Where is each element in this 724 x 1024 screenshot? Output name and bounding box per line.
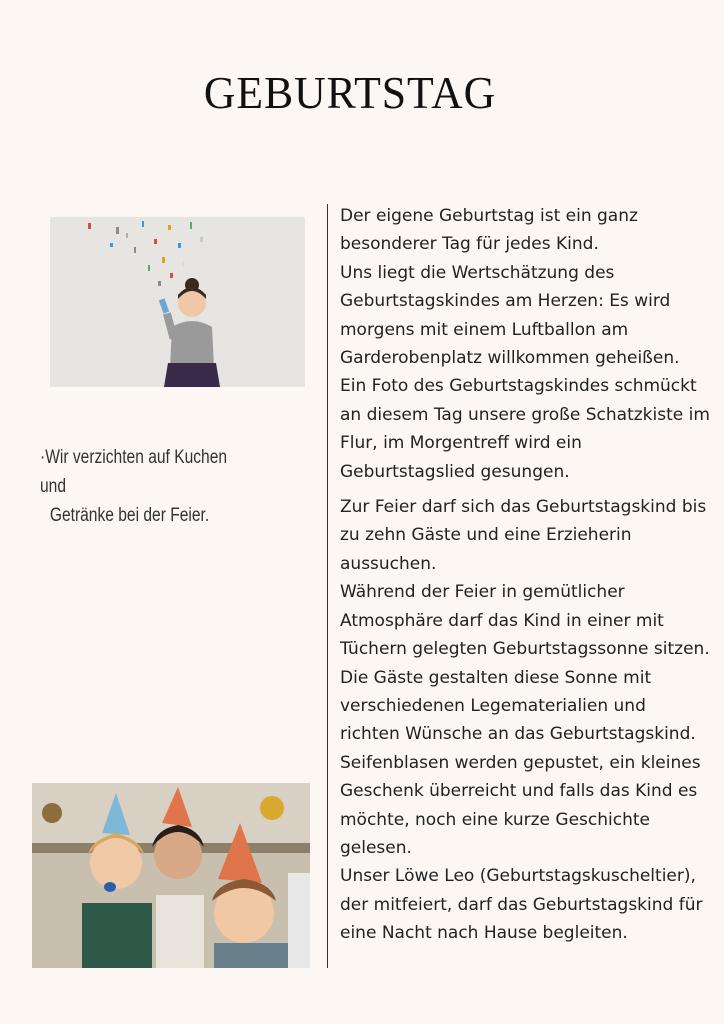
paragraph-appreciation: Uns liegt die Wertschätzung des Geburtstagskindes am Herzen: Es wird morgens mit einem Luftballon am Garderobenplatz willkommen geheißen. bbox=[340, 262, 680, 369]
confetti-girl-illustration bbox=[50, 217, 305, 387]
paragraph-celebration: Während der Feier in gemütlicher Atmosphäre darf das Kind in einer mit Tüchern gelegten Geburtstagssonne sitzen. Die Gäste gestalten diese Sonne mit verschiedenen Legematerialien und richten Wünsche an das Geburtstagskind. bbox=[340, 582, 710, 745]
column-divider bbox=[327, 204, 328, 968]
paragraph-photo: Ein Foto des Geburtstagskindes schmückt an diesem Tag unsere große Schatzkiste im Flur, im Morgentreff wird ein Geburtstagslied gesungen. bbox=[340, 376, 710, 482]
paragraph-intro: Der eigene Geburtstag ist ein ganz besonderer Tag für jedes Kind. bbox=[340, 206, 638, 255]
paragraph-bubbles: Seifenblasen werden gepustet, ein kleines Geschenk überreicht und falls das Kind es möchte, noch eine kurze Geschichte gelesen. bbox=[340, 752, 701, 858]
bullet-icon: · bbox=[40, 447, 46, 468]
party-kids-photo bbox=[32, 783, 310, 968]
note-line-2: Getränke bei der Feier. bbox=[49, 505, 210, 526]
body-text bbox=[340, 202, 710, 948]
confetti-girl-photo bbox=[50, 217, 305, 387]
paragraph-leo: Unser Löwe Leo (Geburtstagskuscheltier), der mitfeiert, darf das Geburtstagskind für eine Nacht nach Hause begleiten. bbox=[340, 866, 703, 944]
party-kids-illustration bbox=[32, 783, 310, 968]
paragraph-guests: Zur Feier darf sich das Geburtstagskind bis zu zehn Gäste und eine Erzieherin aussuchen. bbox=[340, 497, 707, 574]
note-line-1: Wir verzichten auf Kuchen und bbox=[40, 447, 228, 497]
page-title: GEBURTSTAG bbox=[203, 67, 497, 118]
note-text bbox=[40, 443, 253, 530]
